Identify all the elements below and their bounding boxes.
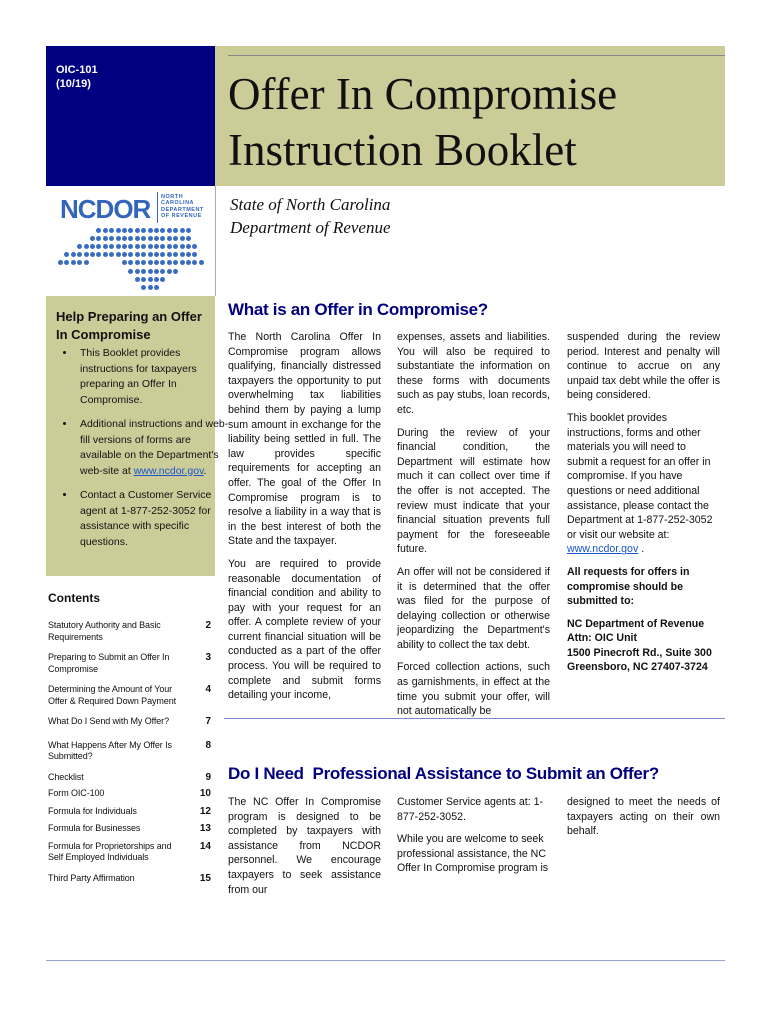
section1-column-3 — [567, 330, 720, 675]
map-dot — [154, 260, 159, 265]
map-dot — [128, 260, 133, 265]
map-dot — [103, 228, 108, 233]
map-dot — [167, 236, 172, 241]
sidebar-bullet — [76, 488, 231, 550]
paragraph: The North Carolina Offer In Compromise program allows qualifying, financially distressed taxpayers the opportunity to put overwhelming tax liabilities behind them by paying a lump sum amount in exchange for the liability being settled in full. The law provides specific requirements for accepting an offer. The goal of the Offer In Compromise program is to resolve a liability in a way that is in the best interest of both the State and the taxpayer. — [228, 331, 381, 548]
map-dot — [180, 244, 185, 249]
map-dot — [128, 244, 133, 249]
page-title — [228, 66, 617, 178]
map-dot — [173, 244, 178, 249]
subtitle — [230, 193, 391, 239]
section-heading-professional-assistance: Do I Need Professional Assistance to Submit an Offer? — [228, 764, 659, 783]
toc-label: Statutory Authority and Basic Requirements — [48, 620, 161, 642]
map-dot — [135, 260, 140, 265]
map-dot — [180, 236, 185, 241]
map-dot — [167, 244, 172, 249]
map-dot — [90, 236, 95, 241]
map-dot — [180, 260, 185, 265]
paragraph: Forced collection actions, such as garnishments, in effect at the time you submit your offer, will not automatically be — [397, 661, 550, 718]
toc-page-number: 13 — [199, 823, 211, 834]
paragraph: The NC Offer In Compromise program is designed to be completed by taxpayers with assistance from NCDOR personnel. We encourage taxpayers to seek assistance from our — [228, 796, 381, 896]
map-dot — [77, 244, 82, 249]
map-dot — [103, 252, 108, 257]
paragraph: suspended during the review period. Interest and penalty will continue to accrue on any unpaid tax debt while the offer is being considered. — [567, 331, 720, 402]
map-dot — [135, 277, 140, 282]
paragraph: Customer Service agents at: 1-877-252-3052. — [397, 796, 544, 823]
map-dot — [103, 236, 108, 241]
map-dot — [154, 252, 159, 257]
map-dot — [167, 260, 172, 265]
map-dot — [77, 252, 82, 257]
subtitle-line-2: Department of Revenue — [230, 218, 391, 237]
map-dot — [141, 269, 146, 274]
subtitle-line-1: State of North Carolina — [230, 195, 391, 214]
map-dot — [148, 228, 153, 233]
toc-label: What Do I Send with My Offer? — [48, 716, 169, 726]
title-line-2: Instruction Booklet — [228, 125, 577, 175]
toc-page-number: 3 — [205, 652, 211, 663]
map-dot — [154, 244, 159, 249]
logo-small-line: NORTH — [161, 194, 184, 200]
map-dot — [135, 236, 140, 241]
toc-page-number: 2 — [205, 620, 211, 631]
map-dot — [109, 244, 114, 249]
map-dot — [148, 285, 153, 290]
map-dot — [109, 236, 114, 241]
map-dot — [77, 260, 82, 265]
toc-page-number: 4 — [205, 684, 211, 695]
logo-small-line: OF REVENUE — [161, 212, 202, 219]
ncdor-logo — [46, 186, 216, 296]
map-dot — [173, 236, 178, 241]
map-dot — [96, 244, 101, 249]
map-dot — [84, 244, 89, 249]
form-date: (10/19) — [56, 78, 91, 90]
map-dot — [109, 228, 114, 233]
address-line: 1500 Pinecroft Rd., Suite 300 — [567, 646, 712, 659]
page-bottom-rule — [46, 960, 725, 961]
map-dot — [160, 277, 165, 282]
map-dot — [148, 269, 153, 274]
toc-entry[interactable] — [48, 772, 211, 784]
form-number-text: OIC-101 — [56, 64, 98, 76]
bullet-text: This Booklet provides instructions for taxpayers preparing an Offer In Compromise. — [80, 347, 197, 406]
logo-agency-name — [161, 194, 204, 219]
map-dot — [173, 252, 178, 257]
toc-entry[interactable] — [48, 716, 211, 728]
section2-column-3 — [567, 795, 720, 847]
section-divider — [224, 718, 725, 719]
map-dot — [64, 260, 69, 265]
section1-column-2 — [397, 330, 550, 727]
map-dot — [154, 228, 159, 233]
map-dot — [135, 269, 140, 274]
map-dot — [148, 277, 153, 282]
map-dot — [103, 244, 108, 249]
map-dot — [199, 260, 204, 265]
toc-label: Third Party Affirmation — [48, 872, 135, 883]
map-dot — [186, 228, 191, 233]
logo-divider — [157, 192, 158, 223]
toc-page-number: 10 — [199, 788, 211, 799]
paragraph — [567, 411, 720, 557]
map-dot — [167, 252, 172, 257]
toc-label: Form OIC-100 — [48, 788, 105, 798]
toc-entry[interactable] — [48, 684, 211, 707]
toc-entry[interactable] — [48, 788, 211, 800]
toc-entry[interactable] — [48, 873, 211, 885]
map-dot — [141, 252, 146, 257]
ncdor-website-link[interactable]: www.ncdor.gov — [567, 543, 639, 556]
section2-column-2 — [397, 795, 550, 884]
map-dot — [186, 252, 191, 257]
map-dot — [141, 244, 146, 249]
paragraph: While you are welcome to seek professional assistance, the NC Offer In Compromise program is — [397, 833, 549, 875]
map-dot — [64, 252, 69, 257]
map-dot — [160, 236, 165, 241]
map-dot — [154, 236, 159, 241]
paragraph: An offer will not be considered if it is determined that the offer was filed for the purpose of delaying collection or otherwise jeopardizing the Department's ability to collect the tax debt. — [397, 565, 550, 651]
toc-entry[interactable] — [48, 841, 211, 864]
bullet-text: Contact a Customer Service agent at 1-877-252-3052 for assistance with specific questions. — [80, 489, 212, 548]
paragraph: You are required to provide reasonable documentation of financial condition and ability to pay with your request for an offer. A complete review of your current financial situation will be conducted as a part of the offer process. You will be required to complete and submit forms detailing your income, — [228, 557, 381, 702]
toc-entry[interactable] — [48, 823, 211, 835]
map-dot — [128, 252, 133, 257]
toc-label: What Happens After My Offer Is Submitted? — [48, 739, 172, 761]
paragraph-text: . — [638, 543, 645, 556]
map-dot — [58, 260, 63, 265]
section2-column-1 — [228, 795, 381, 905]
logo-small-line: CAROLINA — [161, 200, 195, 207]
map-dot — [154, 269, 159, 274]
map-dot — [154, 277, 159, 282]
toc-entry[interactable] — [48, 652, 211, 675]
paragraph: During the review of your financial condition, the Department will estimate how much it can collect over time if the offer is not accepted. The review must indicate that your financial situation prevents full payment for the foreseeable future. — [397, 426, 550, 556]
map-dot — [90, 244, 95, 249]
map-dot — [148, 236, 153, 241]
map-dot — [141, 277, 146, 282]
toc-page-number: 8 — [205, 739, 211, 751]
map-dot — [71, 252, 76, 257]
toc-entry[interactable] — [48, 620, 211, 643]
paragraph: expenses, assets and liabilities. You will also be required to substantiate the information on these forms with documents such as pay stubs, loan records, etc. — [397, 331, 550, 416]
map-dot — [173, 269, 178, 274]
map-dot — [122, 260, 127, 265]
address-line: Attn: OIC Unit — [567, 632, 638, 645]
section1-column-1 — [228, 330, 381, 711]
map-dot — [135, 252, 140, 257]
map-dot — [180, 252, 185, 257]
map-dot — [141, 228, 146, 233]
map-dot — [186, 236, 191, 241]
map-dot — [128, 269, 133, 274]
map-dot — [186, 260, 191, 265]
sidebar-bullet — [76, 346, 231, 408]
map-dot — [122, 228, 127, 233]
map-dot — [135, 244, 140, 249]
map-dot — [192, 244, 197, 249]
section-heading-what-is-oic: What is an Offer in Compromise? — [228, 300, 488, 319]
map-dot — [173, 228, 178, 233]
map-dot — [122, 252, 127, 257]
map-dot — [122, 244, 127, 249]
form-number — [56, 63, 98, 91]
map-dot — [141, 236, 146, 241]
logo-wordmark: NCDOR — [60, 194, 151, 224]
toc-label: Formula for Proprietorships and Self Employed Individuals — [48, 840, 172, 862]
map-dot — [116, 244, 121, 249]
map-dot — [148, 244, 153, 249]
map-dot — [148, 252, 153, 257]
map-dot — [154, 285, 159, 290]
toc-page-number: 12 — [199, 805, 211, 817]
toc-label: Determining the Amount of Your Offer & Required Down Payment — [48, 684, 176, 706]
map-dot — [84, 260, 89, 265]
map-dot — [96, 252, 101, 257]
map-dot — [141, 260, 146, 265]
paragraph: designed to meet the needs of taxpayers acting on their own behalf. — [567, 796, 720, 838]
map-dot — [122, 236, 127, 241]
toc-page-number: 15 — [199, 872, 211, 884]
map-dot — [192, 252, 197, 257]
map-dot — [109, 252, 114, 257]
address-line: Greensboro, NC 27407-3724 — [567, 661, 708, 674]
toc-entry[interactable] — [48, 806, 211, 818]
toc-label: Formula for Businesses — [48, 823, 141, 833]
sidebar-title: Help Preparing an Offer In Compromise — [56, 309, 202, 342]
paragraph-text: This booklet provides instructions, forms and other materials you will need to submit a request for an offer in compromise. If you have questions or need additional assistance, please contact the Department at 1-877-252-3052 or visit our website at: — [567, 411, 713, 541]
map-dot — [160, 244, 165, 249]
title-line-1: Offer In Compromise — [228, 69, 618, 119]
map-dot — [167, 228, 172, 233]
address-line: NC Department of Revenue — [567, 617, 705, 630]
map-dot — [186, 244, 191, 249]
map-dot — [128, 228, 133, 233]
toc-label: Formula for Individuals — [48, 805, 137, 816]
table-of-contents — [48, 620, 211, 884]
map-dot — [128, 236, 133, 241]
map-dot — [135, 228, 140, 233]
banner-rule — [228, 55, 725, 56]
toc-label: Preparing to Submit an Offer In Compromise — [48, 652, 170, 674]
help-sidebar — [46, 296, 229, 576]
bullet-text: Additional instructions and web-fill versions of forms are available on the Department's web-site at — [80, 418, 229, 477]
bullet-text: . — [203, 464, 207, 477]
map-dot — [71, 260, 76, 265]
mailing-address — [567, 617, 720, 675]
map-dot — [160, 228, 165, 233]
map-dot — [192, 260, 197, 265]
toc-page-number: 9 — [205, 771, 211, 783]
map-dot — [167, 269, 172, 274]
map-dot — [96, 236, 101, 241]
ncdor-website-link[interactable]: www.ncdor.gov — [133, 464, 204, 477]
map-dot — [96, 228, 101, 233]
map-dot — [180, 228, 185, 233]
map-dot — [141, 285, 146, 290]
sidebar-bullets — [56, 346, 231, 559]
map-dot — [116, 252, 121, 257]
toc-page-number: 14 — [199, 840, 211, 852]
map-dot — [148, 260, 153, 265]
toc-entry[interactable] — [48, 740, 211, 763]
map-dot — [84, 252, 89, 257]
map-dot — [160, 252, 165, 257]
map-dot — [173, 260, 178, 265]
map-dot — [90, 252, 95, 257]
map-dot — [116, 228, 121, 233]
toc-page-number: 7 — [205, 716, 211, 727]
contents-heading: Contents — [48, 591, 100, 605]
map-dot — [116, 236, 121, 241]
map-dot — [160, 260, 165, 265]
toc-label: Checklist — [48, 771, 84, 782]
submission-instruction: All requests for offers in compromise should be submitted to: — [567, 565, 690, 608]
map-dot — [160, 269, 165, 274]
sidebar-bullet — [76, 417, 231, 479]
logo-small-line: DEPARTMENT — [161, 206, 204, 213]
